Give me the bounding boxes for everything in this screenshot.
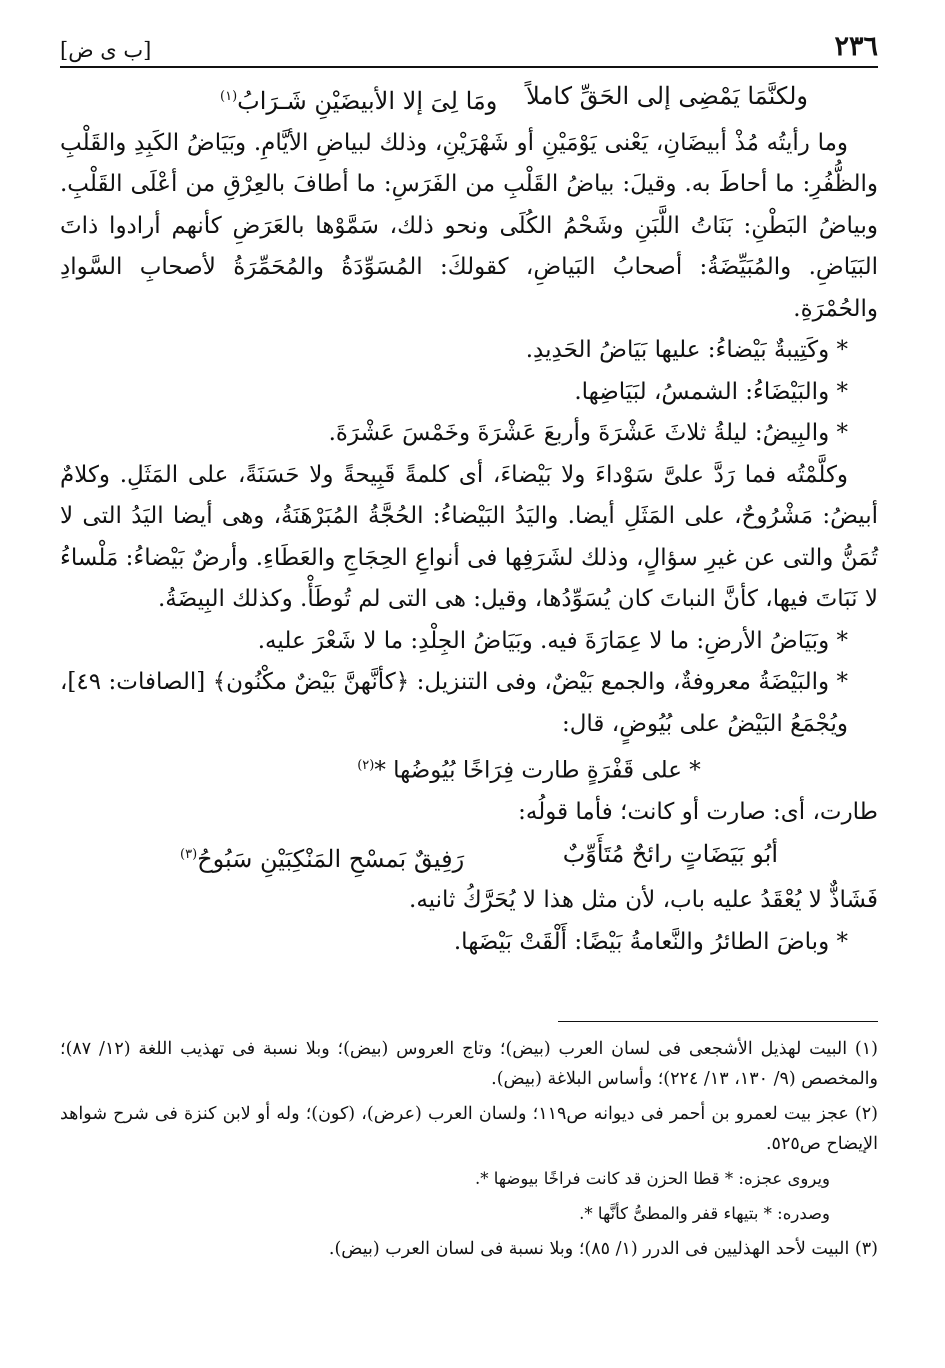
verse-2 bbox=[60, 834, 878, 881]
footnotes bbox=[60, 1034, 878, 1264]
verse-1-second-text: ومَا لِىَ إلا الأبيضَيْنِ شَـرَابُ bbox=[237, 87, 498, 115]
quoted-verse-text: * على قَفْرَةٍ طارت فِرَاخًا بُيُوضُها * bbox=[374, 757, 701, 784]
entry-bada: * وباضَ الطائرُ والنَّعامةُ بَيْضًا: أَلْقَتْ بَيْضَها. bbox=[453, 928, 848, 955]
verse-1-first-hemistich: ولكنَّمَا يَمْضِى إلى الحَقِّ كاملاً bbox=[526, 82, 808, 110]
entry-bayda: * والبَيْضَةُ معروفةٌ، والجمع بَيْضٌ، وفى التنزيل: ﴿كأنَّهنَّ بَيْضٌ مكْنُون﴾ [الصافات: ٤٩]، ويُجْمَعُ البَيْضُ على بُيُوضٍ، قال: bbox=[60, 669, 848, 737]
page-number: ٢٣٦ bbox=[834, 31, 878, 62]
footnote-2: (٢) عجز بيت لعمرو بن أحمر فى ديوانه ص١١٩؛ ولسان العرب (عرض)، (كون)؛ وله أو لابن كنزة فى شرح شواهد الإيضاح ص٥٢٥. bbox=[60, 1104, 878, 1155]
page-header bbox=[60, 22, 878, 68]
root-label: [ب ى ض] bbox=[60, 38, 152, 62]
footnote-divider bbox=[558, 1021, 878, 1022]
entry-bid-nights: * والبِيضُ: ليلةُ ثلاثَ عَشْرَةَ وأربعَ عَشْرَةَ وخَمْسَ عَشْرَةَ. bbox=[328, 420, 848, 446]
entry-bayad-ard: * وبَيَاضُ الأرضِ: ما لا عِمَارَةَ فيه. وبَيَاضُ الجِلْدِ: ما لا شَعْرَ عليه. bbox=[257, 627, 848, 654]
footnote-ref-2: (٢) bbox=[357, 758, 375, 773]
entry-katiba: * وكَتِيبةٌ بَيْضاءُ: عليها بَيَاضُ الحَدِيدِ. bbox=[525, 337, 848, 363]
footnote-ref-1: (١) bbox=[220, 89, 238, 104]
footnote-3: (٣) البيت لأحد الهذليين فى الدرر (١/ ٨٥)؛ وبلا نسبة فى لسان العرب (بيض). bbox=[328, 1239, 878, 1260]
main-text bbox=[60, 76, 878, 963]
footnote-2-variant-a: ويروى عجزه: * قطا الحزن قد كانت فراخًا بيوضها *. bbox=[475, 1169, 830, 1189]
verse-2-first-hemistich: أبُو بَيَضَاتٍ رائحٌ مُتَأَوِّبٌ bbox=[562, 839, 778, 868]
footnote-1: (١) البيت لهذيل الأشجعى فى لسان العرب (بيض)؛ وتاج العروس (بيض)؛ وبلا نسبة فى تهذيب اللغة (١٢/ ٨٧)؛ والمخصص (٩/ ١٣٠، ١٣/ ٢٢٤)؛ وأساس البلاغة (بيض). bbox=[60, 1039, 878, 1090]
verse-1-second-hemistich bbox=[220, 76, 497, 123]
footnote-2-variant-b: وصدره: * بتيهاء قفر والمطىُّ كأنَّها *. bbox=[579, 1204, 830, 1224]
verse-2-second-hemistich bbox=[180, 834, 464, 881]
book-page bbox=[60, 22, 878, 1269]
paragraph-3: طارت، أى: صارت أو كانت؛ فأما قولُه: bbox=[518, 799, 878, 826]
quoted-verse bbox=[60, 745, 878, 792]
footnote-ref-3: (٣) bbox=[180, 846, 198, 862]
entry-baydaa-sun: * والبَيْضَاءُ: الشمسُ، لبَيَاضِها. bbox=[574, 378, 848, 405]
paragraph-1: وما رأيتُه مُذْ أبيضَانِ، يَعْنى يَوْمَيْنِ أو شَهْرَيْنِ، وذلك لبياضِ الأيَّامِ. وبَيَاضُ الكَبِدِ والقَلْبِ والظُّفُرِ: ما أحاطَ به. وقيلَ: بياضُ القَلْبِ من الفَرَسِ: ما أطافَ بالعِرْقِ من أعْلَى القَلْبِ. وبياضُ البَطْنِ: بَنَاتُ اللَّبَنِ وشَحْمُ الكُلَى ونحو ذلك، سَمَّوْها بالعَرَضِ كأنهم أرادوا ذاتَ البَيَاضِ. والمُبَيِّضَةُ: أصحابُ البَياضِ، كقولكَ: المُسَوِّدَةُ والمُحَمِّرَةُ لأصحابِ السَّوادِ والحُمْرَةِ. bbox=[60, 129, 878, 322]
verse-1 bbox=[60, 76, 878, 123]
verse-2-second-text: رَفِيقٌ بَمسْحِ المَنْكِبَيْنِ سَبُوحُ bbox=[197, 844, 465, 873]
paragraph-4: فَشَاذٌّ لا يُعْقَدُ عليه باب، لأن مثل هذا لا يُحَرَّكُ ثانيه. bbox=[409, 887, 878, 914]
paragraph-2: وكلَّمْتُه فما رَدَّ علىَّ سَوْداءَ ولا بَيْضاءَ، أى كلمةً قَبِيحةً ولا حَسَنَةً، على المَثَلِ. وكلامٌ أبيضُ: مَشْرُوحٌ، على المَثَلِ أيضا. واليَدُ البَيْضاءُ: الحُجَّةُ المُبَرْهَنَةُ، وهى أيضا اليَدُ التى لا تُمَنُّ والتى عن غيرِ سؤالٍ، وذلك لشَرَفِها فى أنواعِ الحِجَاجِ والعَطَاءِ. وأرضٌ بَيْضاءُ: مَلْساءُ لا نَبَاتَ فيها، كأنَّ النباتَ كان يُسَوِّدُها، وقيل: هى التى لم تُوطَأْ. وكذلك البِيضَةُ. bbox=[60, 461, 878, 612]
